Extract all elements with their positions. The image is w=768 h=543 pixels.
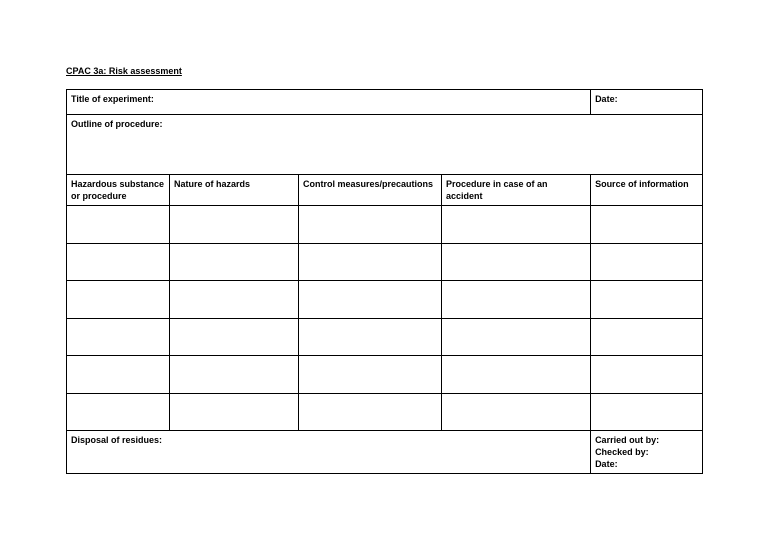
title-of-experiment-label: Title of experiment: [71,94,154,104]
column-header-control-measures: Control measures/precautions [299,175,442,206]
title-of-experiment-field[interactable] [67,90,591,115]
hazardous-substance-cell[interactable] [67,318,170,356]
nature-of-hazards-cell[interactable] [170,281,299,319]
control-measures-cell[interactable] [299,393,442,431]
document-heading: CPAC 3a: Risk assessment [66,66,182,76]
hazardous-substance-cell[interactable] [67,281,170,319]
nature-of-hazards-cell[interactable] [170,243,299,281]
disposal-of-residues-label: Disposal of residues: [71,435,163,445]
nature-of-hazards-cell[interactable] [170,206,299,244]
hazard-table-row [67,243,703,281]
hazardous-substance-cell[interactable] [67,393,170,431]
source-of-information-cell[interactable] [591,356,703,394]
hazard-table-row [67,206,703,244]
accident-procedure-cell[interactable] [442,206,591,244]
control-measures-cell[interactable] [299,243,442,281]
source-of-information-cell[interactable] [591,206,703,244]
source-of-information-cell[interactable] [591,243,703,281]
nature-of-hazards-cell[interactable] [170,356,299,394]
column-header-source-of-information: Source of information [591,175,703,206]
nature-of-hazards-cell[interactable] [170,318,299,356]
hazard-table-header [67,175,703,206]
accident-procedure-cell[interactable] [442,243,591,281]
column-header-accident-procedure: Procedure in case of an accident [442,175,591,206]
hazard-table-body [67,206,703,431]
accident-procedure-cell[interactable] [442,393,591,431]
accident-procedure-cell[interactable] [442,356,591,394]
hazardous-substance-cell[interactable] [67,206,170,244]
accident-procedure-cell[interactable] [442,281,591,319]
hazardous-substance-cell[interactable] [67,243,170,281]
source-of-information-cell[interactable] [591,281,703,319]
control-measures-cell[interactable] [299,281,442,319]
risk-assessment-form [66,89,703,474]
control-measures-cell[interactable] [299,356,442,394]
source-of-information-cell[interactable] [591,318,703,356]
hazard-table-row [67,356,703,394]
date-label: Date: [595,94,618,104]
sign-off-field[interactable] [591,431,703,474]
outline-of-procedure-label: Outline of procedure: [71,119,163,129]
sign-off-date-label: Date: [595,459,618,469]
accident-procedure-cell[interactable] [442,318,591,356]
checked-by-label: Checked by: [595,447,649,457]
column-header-nature-of-hazards: Nature of hazards [170,175,299,206]
hazard-table-row [67,393,703,431]
disposal-of-residues-field[interactable] [67,431,591,474]
carried-out-by-label: Carried out by: [595,435,660,445]
control-measures-cell[interactable] [299,318,442,356]
date-field[interactable] [591,90,703,115]
column-header-hazardous-substance: Hazardous substance or procedure [67,175,170,206]
control-measures-cell[interactable] [299,206,442,244]
outline-of-procedure-field[interactable] [67,115,703,175]
nature-of-hazards-cell[interactable] [170,393,299,431]
hazard-table-row [67,281,703,319]
hazardous-substance-cell[interactable] [67,356,170,394]
source-of-information-cell[interactable] [591,393,703,431]
hazard-table-row [67,318,703,356]
